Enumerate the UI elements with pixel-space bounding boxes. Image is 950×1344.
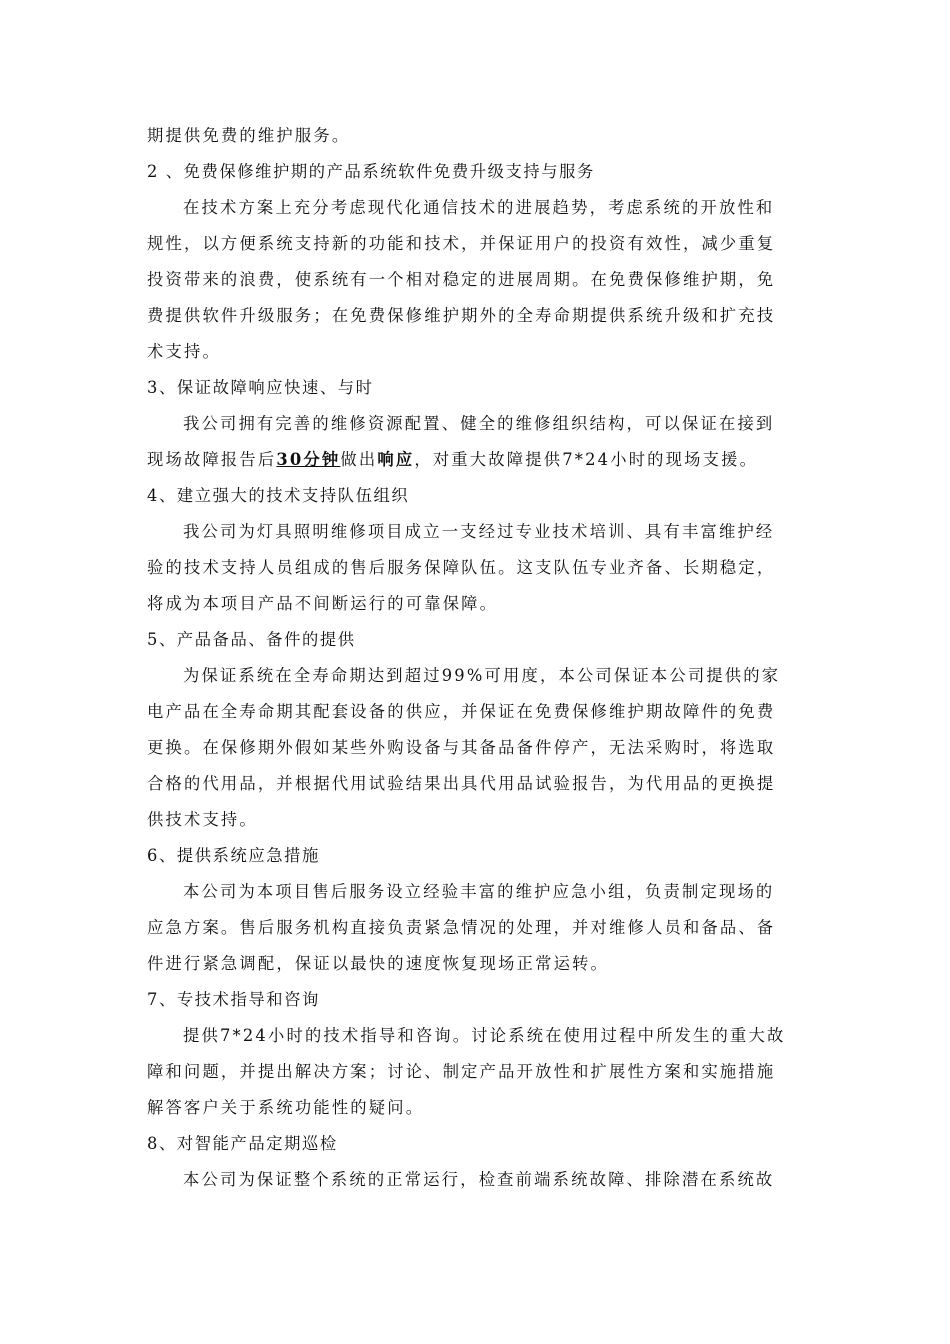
section-8-heading: 8、对智能产品定期巡检 — [147, 1134, 338, 1153]
section-5-heading: 5、产品备品、备件的提供 — [147, 630, 356, 649]
section-5-line-5: 供技术支持。 — [147, 810, 258, 829]
section-6-line-1: 本公司为本项目售后服务设立经验丰富的维护应急小组，负责制定现场的 — [183, 882, 775, 901]
intro-line: 期提供免费的维护服务。 — [147, 126, 351, 145]
section-4-line-2: 验的技术支持人员组成的售后服务保障队伍。这支队伍专业齐备、长期稳定， — [147, 558, 776, 577]
section-7-line-1: 提供7*24小时的技术指导和咨询。讨论系统在使用过程中所发生的重大故 — [183, 1026, 786, 1045]
section-8-line-1: 本公司为保证整个系统的正常运行，检查前端系统故障、排除潜在系统故 — [183, 1170, 775, 1189]
section-6-heading: 6、提供系统应急措施 — [147, 846, 320, 865]
response-time-highlight: 30分钟 — [276, 450, 341, 469]
section-4-line-3: 将成为本项目产品不间断运行的可靠保障。 — [147, 594, 499, 613]
section-4-line-1: 我公司为灯具照明维修项目成立一支经过专业技术培训、具有丰富维护经 — [183, 522, 775, 541]
section-5-line-4: 合格的代用品，并根据代用试验结果出具代用品试验报告，为代用品的更换提 — [147, 774, 776, 793]
section-4-heading: 4、建立强大的技术支持队伍组织 — [147, 486, 410, 505]
section-2-heading: 2 、免费保修维护期的产品系统软件免费升级支持与服务 — [147, 162, 595, 181]
section-2-line-2: 规性，以方便系统支持新的功能和技术，并保证用户的投资有效性，减少重复 — [147, 234, 776, 253]
section-7-line-3: 解答客户关于系统功能性的疑问。 — [147, 1098, 425, 1117]
section-3-heading: 3、保证故障响应快速、与时 — [147, 378, 374, 397]
section-2-line-5: 术支持。 — [147, 342, 221, 361]
document-body — [147, 118, 807, 1198]
section-6-line-2: 应急方案。售后服务机构直接负责紧急情况的处理，并对维修人员和备品、备 — [147, 918, 776, 937]
section-7-line-2: 障和问题，并提出解决方案；讨论、制定产品开放性和扩展性方案和实施措施 — [147, 1062, 776, 1081]
section-2-line-3: 投资带来的浪费，使系统有一个相对稳定的进展周期。在免费保修维护期，免 — [147, 270, 776, 289]
section-5-line-2: 电产品在全寿命期其配套设备的供应，并保证在免费保修维护期故障件的免费 — [147, 702, 776, 721]
section-6-line-3: 件进行紧急调配，保证以最快的速度恢复现场正常运转。 — [147, 954, 610, 973]
section-2-line-4: 费提供软件升级服务；在免费保修维护期外的全寿命期提供系统升级和扩充技 — [147, 306, 776, 325]
section-3-line-2-part-2: 做出 — [340, 450, 378, 469]
section-5-line-3: 更换。在保修期外假如某些外购设备与其备品备件停产，无法采购时，将选取 — [147, 738, 776, 757]
section-2-line-1: 在技术方案上充分考虑现代化通信技术的进展趋势，考虑系统的开放性和 — [183, 198, 775, 217]
section-3-line-2-part-3: ，对重大故障提供7*24小时的现场支援。 — [414, 450, 759, 469]
section-5-line-1: 为保证系统在全寿命期达到超过99%可用度，本公司保证本公司提供的家 — [183, 666, 781, 685]
section-3-line-2-part-1: 现场故障报告后 — [147, 450, 277, 469]
section-3-line-2 — [147, 442, 807, 478]
response-highlight: 响应 — [377, 450, 415, 469]
section-7-heading: 7、专技术指导和咨询 — [147, 990, 320, 1009]
section-3-line-1: 我公司拥有完善的维修资源配置、健全的维修组织结构，可以保证在接到 — [183, 414, 775, 433]
